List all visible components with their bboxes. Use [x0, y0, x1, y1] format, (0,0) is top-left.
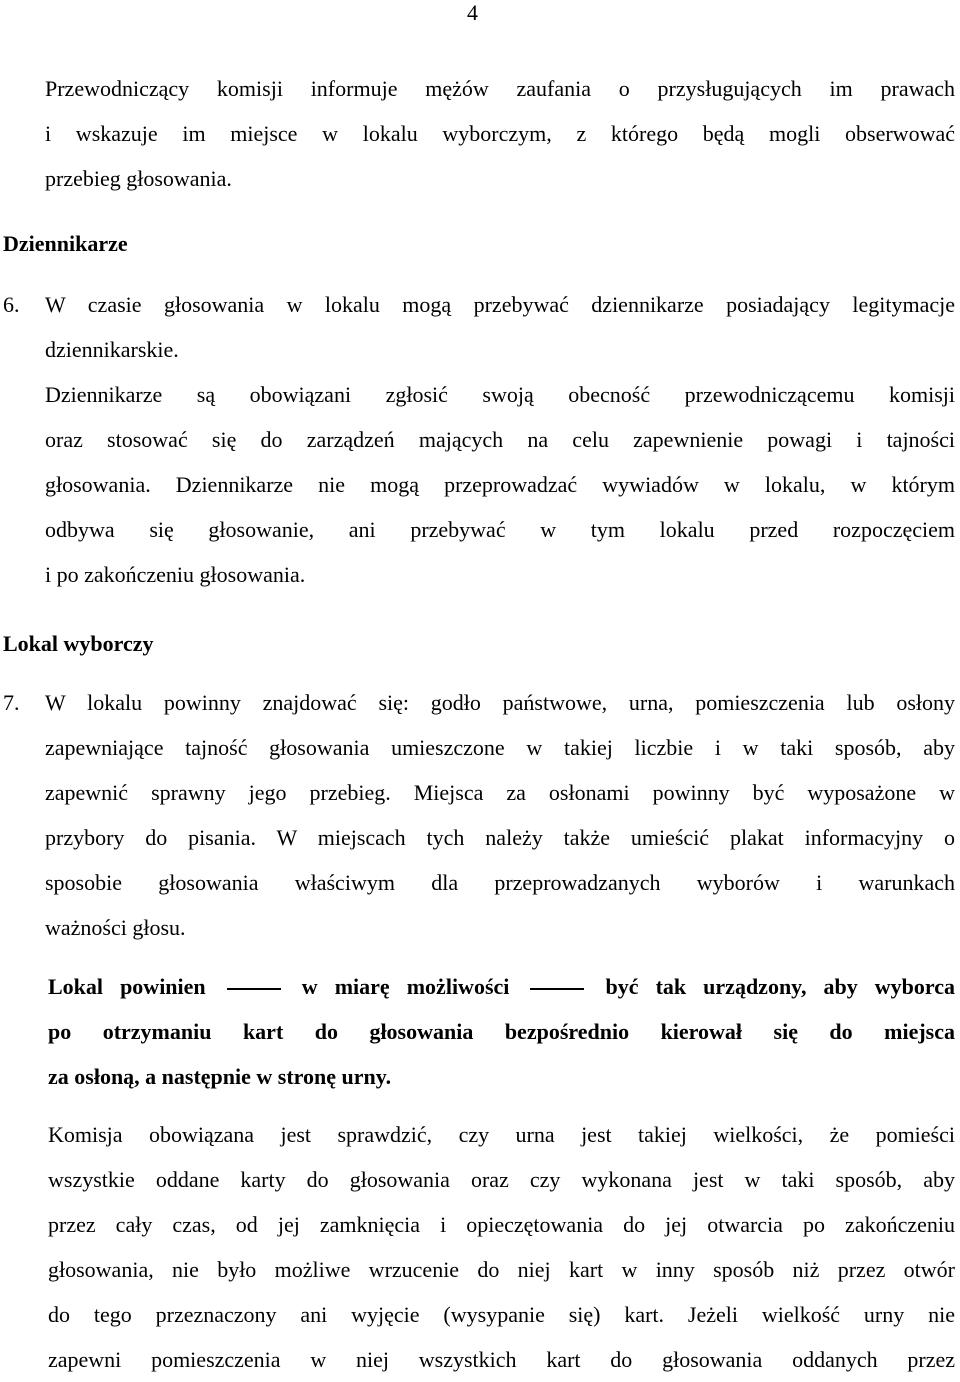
bold-text: Lokal powinien: [48, 974, 206, 999]
item-7: [3, 680, 955, 950]
text-line: sposobie głosowania właściwym dla przeprowadzanych wyborów i warunkach: [45, 870, 955, 895]
text-line: przez cały czas, od jej zamknięcia i opieczętowania do jej otwarcia po zakończeniu: [48, 1212, 955, 1237]
text-line: i po zakończeniu głosowania.: [45, 562, 306, 587]
text-line: głosowania. Dziennikarze nie mogą przeprowadzać wywiadów w lokalu, w którym: [45, 472, 955, 497]
bold-text: być tak urządzony, aby wyborca: [605, 974, 956, 999]
text-line: i wskazuje im miejsce w lokalu wyborczym, z którego będą mogli obserwować: [45, 121, 955, 146]
text-line: zapewniające tajność głosowania umieszczone w takiej liczbie i w taki sposób, aby: [45, 735, 955, 760]
item-6: [3, 282, 955, 372]
text-line: Dziennikarze są obowiązani zgłosić swoją obecność przewodniczącemu komisji: [45, 382, 955, 407]
text-line: [48, 964, 955, 1009]
paragraph-ballot-box: [48, 1112, 955, 1382]
text-line: oraz stosować się do zarządzeń mających na celu zapewnienie powagi i tajności: [45, 427, 955, 452]
em-dash: [530, 988, 584, 990]
heading-journalists: Dziennikarze: [3, 231, 128, 256]
text-line: głosowania, nie było możliwe wrzucenie do niej kart w inny sposób niż przez otwór: [48, 1257, 955, 1282]
bold-paragraph: [48, 964, 955, 1099]
text-line: za osłoną, a następnie w stronę urny.: [48, 1064, 392, 1089]
text-line: W czasie głosowania w lokalu mogą przebywać dziennikarze posiadający legitymacje: [45, 292, 955, 317]
text-line: wszystkie oddane karty do głosowania oraz czy wykonana jest w taki sposób, aby: [48, 1167, 955, 1192]
text-line: zapewni pomieszczenia w niej wszystkich kart do głosowania oddanych przez: [48, 1347, 955, 1372]
text-line: do tego przeznaczony ani wyjęcie (wysypanie się) kart. Jeżeli wielkość urny nie: [48, 1302, 955, 1327]
bold-text: w miarę możliwości: [301, 974, 510, 999]
item-number: 6.: [3, 292, 20, 317]
heading-polling-station: Lokal wyborczy: [3, 631, 154, 656]
paragraph-journalists-duties: [45, 372, 955, 597]
text-line: W lokalu powinny znajdować się: godło państwowe, urna, pomieszczenia lub osłony: [45, 690, 955, 715]
em-dash: [227, 988, 281, 990]
text-line: zapewnić sprawny jego przebieg. Miejsca za osłonami powinny być wyposażone w: [45, 780, 955, 805]
item-number: 7.: [3, 690, 20, 715]
page-number: 4: [467, 0, 478, 25]
text-line: przebieg głosowania.: [45, 166, 232, 191]
text-line: dziennikarskie.: [45, 337, 179, 362]
text-line: ważności głosu.: [45, 915, 186, 940]
text-line: przybory do pisania. W miejscach tych należy także umieścić plakat informacyjny o: [45, 825, 955, 850]
text-line: odbywa się głosowanie, ani przebywać w tym lokalu przed rozpoczęciem: [45, 517, 955, 542]
text-line: Przewodniczący komisji informuje mężów zaufania o przysługujących im prawach: [45, 76, 955, 101]
text-line: po otrzymaniu kart do głosowania bezpośrednio kierował się do miejsca: [48, 1019, 955, 1044]
text-line: Komisja obowiązana jest sprawdzić, czy urna jest takiej wielkości, że pomieści: [48, 1122, 955, 1147]
paragraph-observers: [45, 66, 955, 201]
